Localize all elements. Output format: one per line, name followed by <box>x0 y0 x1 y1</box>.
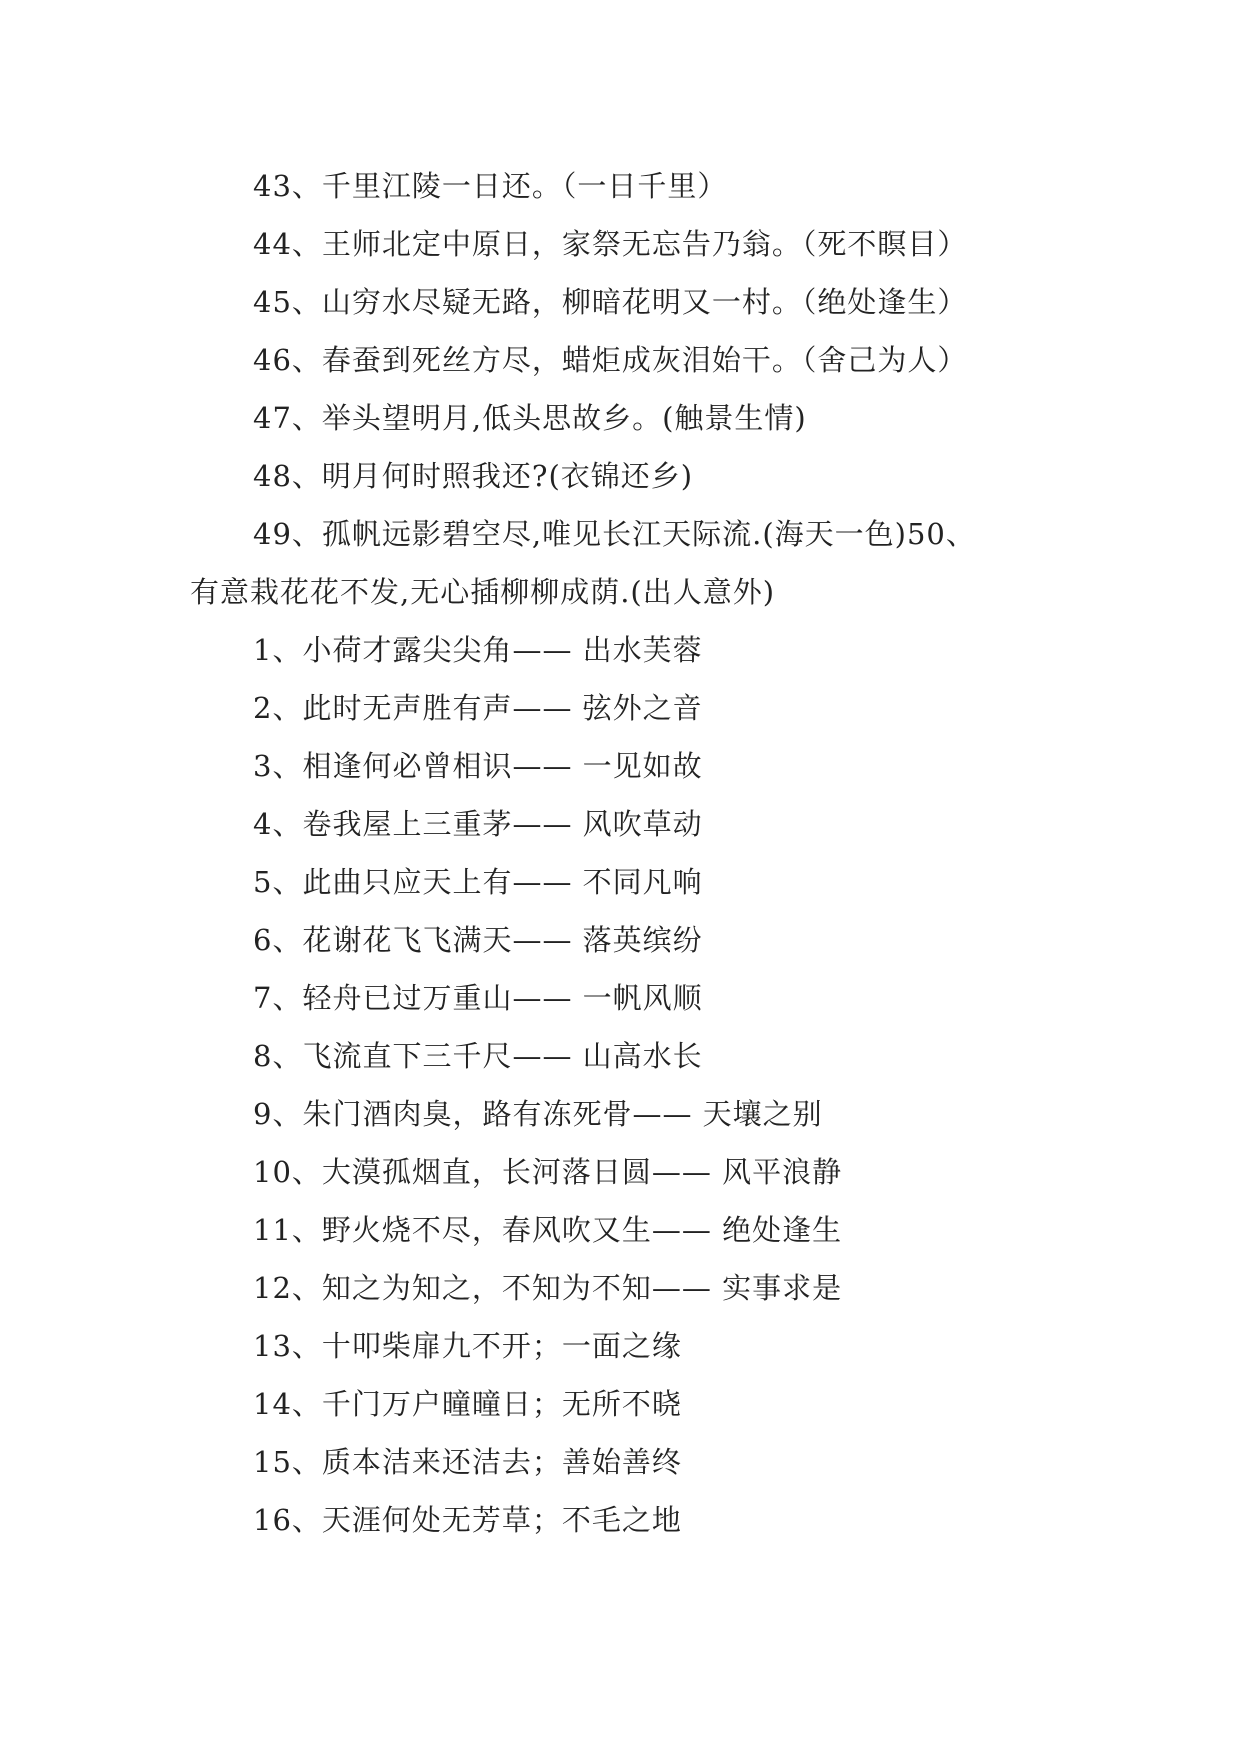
text-line: 2、此时无声胜有声—— 弦外之音 <box>253 691 703 725</box>
text-line: 13、十叩柴扉九不开；一面之缘 <box>253 1329 682 1363</box>
text-line: 44、王师北定中原日，家祭无忘告乃翁。（死不瞑目） <box>253 227 968 261</box>
text-line: 10、大漠孤烟直，长河落日圆—— 风平浪静 <box>253 1155 843 1189</box>
text-line: 6、花谢花飞飞满天—— 落英缤纷 <box>253 923 703 957</box>
text-line: 7、轻舟已过万重山—— 一帆风顺 <box>253 981 703 1015</box>
text-line: 4、卷我屋上三重茅—— 风吹草动 <box>253 807 703 841</box>
text-line: 11、野火烧不尽，春风吹又生—— 绝处逢生 <box>253 1213 843 1247</box>
text-line: 48、明月何时照我还?(衣锦还乡) <box>253 459 694 493</box>
text-line: 14、千门万户曈曈日；无所不晓 <box>253 1387 682 1421</box>
text-line: 15、质本洁来还洁去；善始善终 <box>253 1445 682 1479</box>
text-line: 8、飞流直下三千尺—— 山高水长 <box>253 1039 703 1073</box>
text-line: 3、相逢何必曾相识—— 一见如故 <box>253 749 703 783</box>
text-line: 46、春蚕到死丝方尽，蜡炬成灰泪始干。（舍己为人） <box>253 343 968 377</box>
document-body <box>190 157 1090 1549</box>
text-line-continuation: 有意栽花花不发,无心插柳柳成荫.(出人意外) <box>190 575 776 609</box>
text-line: 9、朱门酒肉臭，路有冻死骨—— 天壤之别 <box>253 1097 823 1131</box>
text-line: 16、天涯何处无芳草；不毛之地 <box>253 1503 682 1537</box>
text-line: 5、此曲只应天上有—— 不同凡响 <box>253 865 703 899</box>
text-line: 12、知之为知之，不知为不知—— 实事求是 <box>253 1271 843 1305</box>
text-line: 49、孤帆远影碧空尽,唯见长江天际流.(海天一色)50、 <box>253 517 976 551</box>
text-line: 1、小荷才露尖尖角—— 出水芙蓉 <box>253 633 703 667</box>
text-line: 45、山穷水尽疑无路，柳暗花明又一村。（绝处逢生） <box>253 285 968 319</box>
text-line: 43、千里江陵一日还。（一日千里） <box>253 169 728 203</box>
text-line: 47、举头望明月,低头思故乡。(触景生情) <box>253 401 807 435</box>
